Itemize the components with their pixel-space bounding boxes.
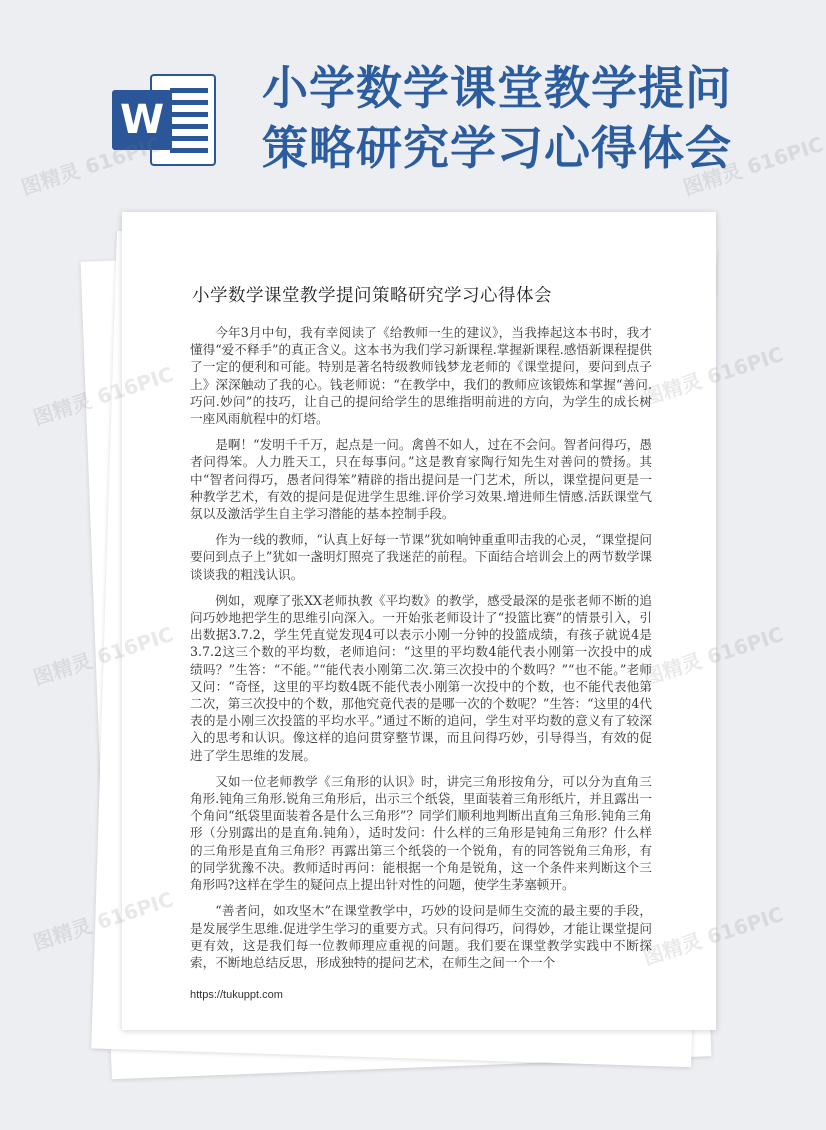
word-line-decoration [170, 124, 208, 129]
paragraph-5: 又如一位老师教学《三角形的认识》时，讲完三角形按角分，可以分为直角三角形.钝角三角形.锐角三角形后，出示三个纸袋，里面装着三角形纸片，并且露出一个角问“纸袋里面装着各是什么三角形”？同学们顺利地判断出直角三角形.钝角三角形（分别露出的是直角.钝角），适时发问：什么样的三角形是钝角三角形？什么样的三角形是直角三角形？再露出第三个纸袋的一个锐角，有的同答锐角三角形，有的同学犹豫不决。教师适时再问：能根据一个角是锐角，这一个条件来判断这个三角形吗?这样在学生的疑问点上提出针对性的问题，使学生茅塞顿开。 [190, 773, 652, 893]
paragraph-2: 是啊！“发明千千万，起点是一问。禽兽不如人，过在不会问。智者问得巧，愚者问得笨。人力胜天工，只在每事问。”这是教育家陶行知先生对善问的赞扬。其中“智者问得巧，愚者问得笨”精辟的指出提问是一门艺术，所以，课堂提问更是一种教学艺术，有效的提问是促进学生思维.评价学习效果.增进师生情感.活跃课堂气氛以及激活学生自主学习潜能的基本控制手段。 [190, 437, 652, 522]
paragraph-6: “善者问，如攻坚木”在课堂教学中，巧妙的设问是师生交流的最主要的手段，是发展学生思维.促进学生学习的重要方式。只有问得巧，问得妙，才能让课堂提问更有效，这是我们每一位教师理应重视的问题。我们要在课堂教学实践中不断探索，不断地总结反思，形成独特的提问艺术，在师生之间一个一个 [190, 903, 652, 970]
header-banner [0, 0, 800, 190]
watermark: 616PIC [703, 342, 787, 390]
paragraph-3: 作为一线的教师，“认真上好每一节课”犹如响钟重重叩击我的心灵，“课堂提问要问到点子上”犹如一盏明灯照亮了我迷茫的前程。下面结合培训会上的两节数学课谈谈我的粗浅认识。 [190, 532, 652, 582]
paragraph-4: 例如，观摩了张XX老师执教《平均数》的教学，感受最深的是张老师不断的追问巧妙地把学生的思维引向深入。一开始张老师设计了“投篮比赛”的情景引入，引出数据3.7.2，学生凭直觉发现4可以表示小刚一分钟的投篮成绩，有孩子就说4是3.7.2这三个数的平均数，老师追问：“这里的平均数4能代表小刚第一次投中的成绩吗？”生答：“不能。”“能代表小刚第二次.第三次投中的个数吗？”“也不能。”老师又问：“奇怪，这里的平均数4既不能代表小刚第一次投中的个数，也不能代表他第二次，第三次投中的个数，那他究竟代表的是哪一次的个数呢？”生答：“这里的4代表的是小刚三次投篮的平均水平。”通过不断的追问，学生对平均数的意义有了较深入的思考和认识。像这样的追问贯穿整节课，而且问得巧妙，引导得当，有效的促进了学生思维的发展。 [190, 592, 652, 763]
watermark: 图精灵 616PIC [18, 132, 165, 200]
footer-url: https://tukuppt.com [190, 989, 283, 1001]
word-line-decoration [170, 148, 208, 153]
watermark: 图精灵 616PIC [680, 132, 826, 200]
watermark: 图精灵 [30, 913, 95, 955]
word-document-icon [112, 70, 222, 170]
watermark: 616PIC [703, 902, 787, 950]
word-line-decoration [170, 112, 208, 117]
page-title-line-1: 小学数学课堂教学提问 [262, 61, 732, 115]
page-title-line-2: 策略研究学习心得体会 [262, 121, 732, 175]
paragraph-1: 今年3月中旬，我有幸阅读了《给教师一生的建议》，当我捧起这本书时，我才懂得“爱不释手”的真正含义。这本书为我们学习新课程.掌握新课程.感悟新课程提供了一定的便利和可能。特别是著名特级教师钱梦龙老师的《课堂提问，要问到点子上》深深触动了我的心。钱老师说：“在教学中，我们的教师应该锻炼和掌握“善问.巧问.妙问”的技巧，让自己的提问给学生的思维指明前进的方向，为学生的成长树一座风雨航程中的灯塔。 [190, 325, 652, 427]
watermark: 图精灵 [30, 388, 95, 430]
page-title [262, 58, 782, 178]
word-line-decoration [170, 136, 208, 141]
watermark: 616PIC [703, 622, 787, 670]
word-line-decoration [170, 100, 208, 105]
document-page [122, 212, 716, 1030]
word-line-decoration [170, 88, 208, 93]
watermark: 图精灵 [30, 648, 95, 690]
document-title: 小学数学课堂教学提问策略研究学习心得体会 [192, 286, 552, 306]
document-body [190, 324, 652, 980]
word-icon-letter: W [112, 90, 172, 150]
